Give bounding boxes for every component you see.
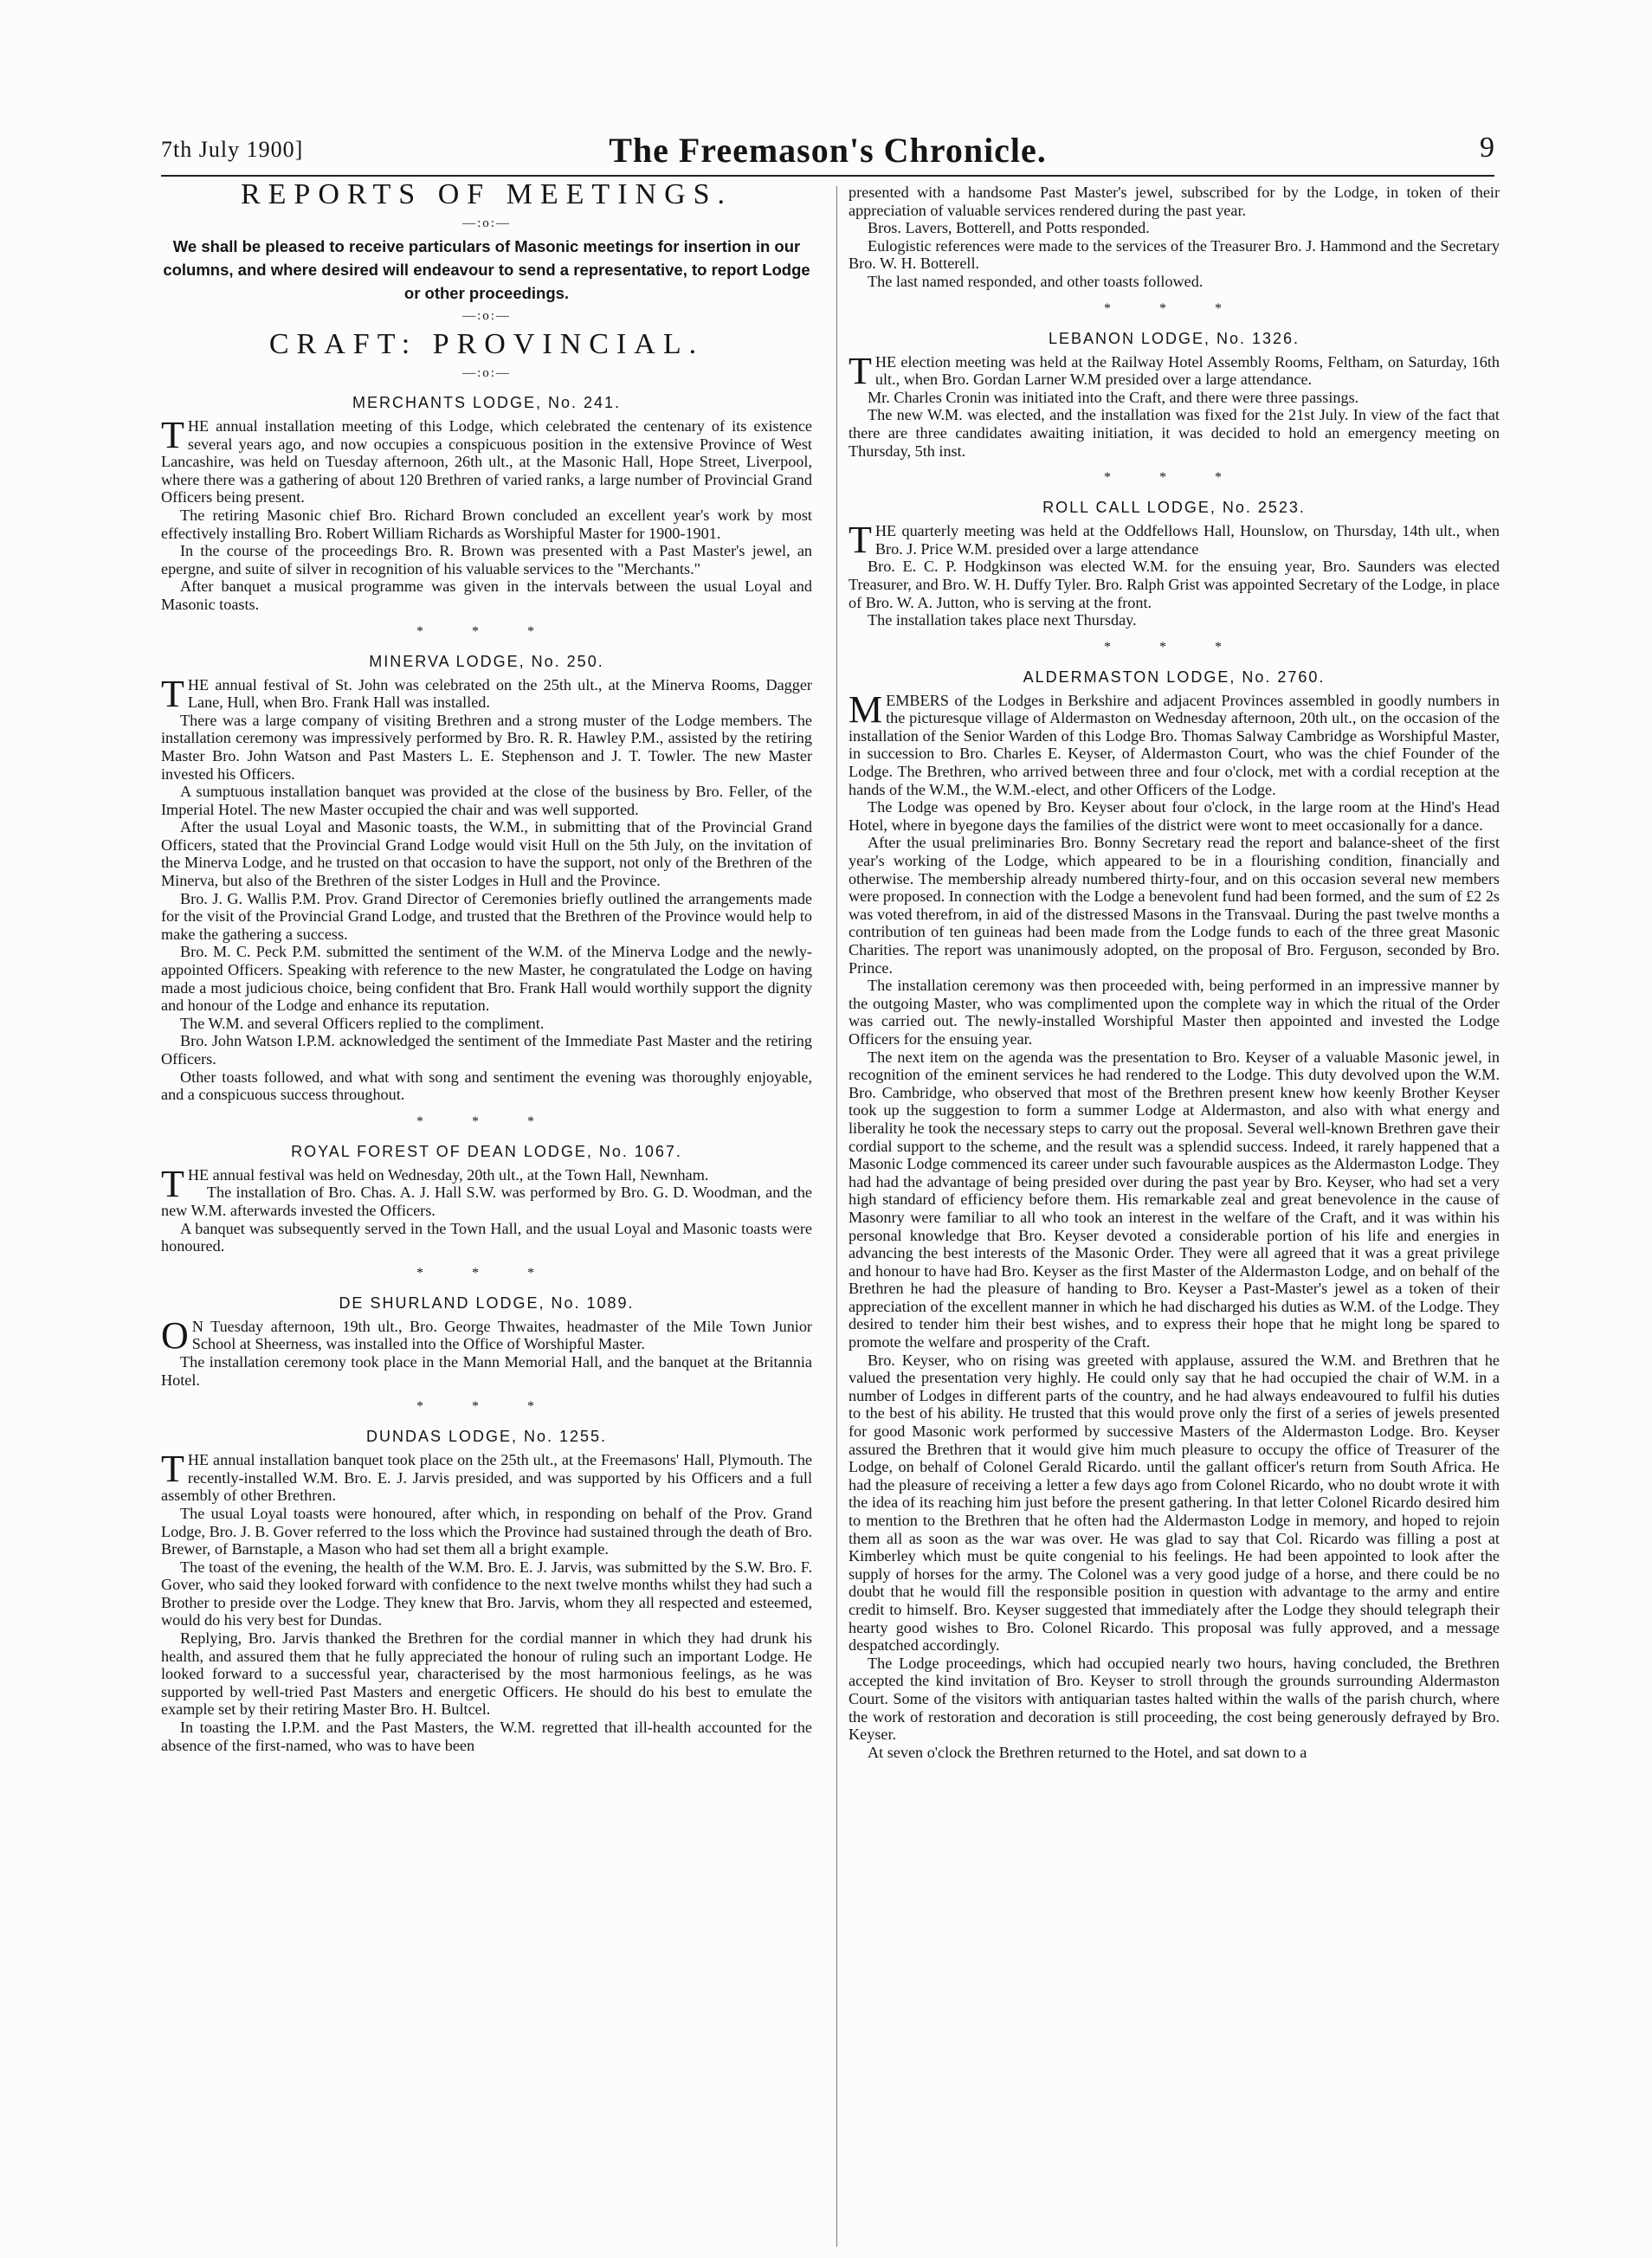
article-lebanon-lodge	[849, 329, 1500, 461]
lodge-heading: ROYAL FOREST OF DEAN LODGE, No. 1067.	[291, 1142, 682, 1160]
article-paragraph: A sumptuous installation banquet was provided at the close of the business by Bro. Feller, of the Imperial Hotel. The new Master occupied the chair and was well supported.	[161, 783, 812, 818]
article-paragraph: Bro. E. C. P. Hodgkinson was elected W.M. for the ensuing year, Bro. Saunders was elected Treasurer, and Bro. W. H. Duffy Tyler. Bro. Ralph Grist was appointed Secretary of the Lodge, in place of Bro. W. A. Jutton, who is serving at the front.	[849, 558, 1500, 611]
article-paragraph: After the usual preliminaries Bro. Bonny Secretary read the report and balance-sheet of the first year's working of the Lodge, which appeared to be in a flourishing condition, financially and otherwise. The membership already numbered thirty-four, and on this occasion several new members were proposed. In connection with the Lodge a benevolent fund had been formed, and the sum of £2 2s was voted therefrom, in aid of the distressed Masons in the Transvaal. During the past twelve months a contribution of ten guineas had been made from the Lodge funds to each of the three great Masonic Charities. The report was unanimously adopted, on the proposal of Bro. Ferguson, seconded by Bro. Prince.	[849, 834, 1500, 977]
article-paragraph: THE annual festival was held on Wednesday, 20th ult., at the Town Hall, Newnham.	[161, 1162, 709, 1205]
article-paragraph: At seven o'clock the Brethren returned to the Hotel, and sat down to a	[868, 1743, 1307, 1761]
article-paragraph: Bro. Keyser, who on rising was greeted with applause, assured the W.M. and Brethren that he valued the presentation very highly. He could only say that he had occupied the chair of W.M. in a number of Lodges in different parts of the country, and he had always endeavoured to fulfil his duties to the best of his ability. He trusted that this would prove only the first of a series of jewels presented for good Masonic work performed by successive Masters of the Aldermaston Lodge. Bro. Keyser assured the Brethren that it would give him much pleasure to occupy the office of Treasurer of the Lodge, on behalf of Colonel Gerald Ricardo. until the gallant officer's return from South Africa. He had the pleasure of receiving a letter a few days ago from Colonel Ricardo, who no doubt wrote it with the idea of its reaching him just before the present gathering. In that letter Colonel Ricardo desired him to mention to the Brethren that he often had the Aldermaston Lodge in memory, and hoped to rejoin them all as soon as the war was over. He was glad to say that Col. Ricardo was filling a post at Kimberley which must be quite congenial to his feelings. He had been appointed to look after the supply of horses for the army. The Colonel was a very good judge of a horse, and there could be no doubt that he would fill the responsible position in question with advantage to the army and entire credit to himself. Bro. Keyser suggested that immediately after the Lodge they should telegraph their hearty good wishes to Bro. Colonel Ricardo. This proposal was fully approved, and a message despatched accordingly.	[849, 1351, 1500, 1655]
article-de-shurland-lodge	[161, 1294, 812, 1389]
article-paragraph: In the course of the proceedings Bro. R. Brown was presented with a Past Master's jewel, an epergne, and suite of silver in recognition of his valuable services to the "Merchants."	[161, 542, 812, 577]
article-royal-forest-of-dean-lodge	[161, 1142, 812, 1255]
article-paragraph: The new W.M. was elected, and the installation was fixed for the 21st July. In view of the fact that there are three candidates awaiting initiation, it was decided to hold an emergency meeting on Thursday, 5th inst.	[849, 406, 1500, 460]
article-paragraph: THE annual installation banquet took place on the 25th ult., at the Freemasons' Hall, Plymouth. The recently-installed W.M. Bro. E. J. Jarvis presided, and was supported by his Officers and a full assembly of other Brethren.	[161, 1448, 812, 1505]
newspaper-title: The Freemason's Chronicle.	[609, 131, 1047, 170]
ornament-divider: —:o:—	[462, 216, 511, 230]
article-paragraph: The last named responded, and other toasts followed.	[868, 272, 1204, 290]
left-column	[161, 177, 812, 1754]
drop-cap: T	[161, 1162, 184, 1205]
article-paragraph: The W.M. and several Officers replied to the compliment.	[180, 1014, 545, 1032]
intro-notice: We shall be pleased to receive particulars of Masonic meetings for insertion in our columns, and where desired will endeavour to send a representative, to report Lodge or other proceedings.	[163, 237, 810, 302]
drop-cap: T	[849, 519, 872, 562]
article-paragraph: There was a large company of visiting Brethren and a strong muster of the Lodge members. The installation ceremony was impressively performed by Bro. R. R. Hawley P.M., assisted by the retiring Master Bro. John Watson and Past Masters L. E. Stephenson and J. T. Towler. The new Master invested his Officers.	[161, 711, 812, 783]
article-paragraph: In toasting the I.P.M. and the Past Masters, the W.M. regretted that ill-health accounted for the absence of the first-named, who was to have been	[161, 1719, 812, 1754]
article-paragraph: The usual Loyal toasts were honoured, after which, in responding on behalf of the Prov. Grand Lodge, Bro. J. B. Gover referred to the loss which the Province had sustained through the death of Bro. Brewer, of Barnstaple, a Mason who had set them all a bright example.	[161, 1504, 812, 1558]
article-paragraph: THE quarterly meeting was held at the Oddfellows Hall, Hounslow, on Thursday, 14th ult., when Bro. J. Price W.M. presided over a large attendance	[849, 519, 1500, 562]
article-paragraph: The next item on the agenda was the presentation to Bro. Keyser of a valuable Masonic jewel, in recognition of the eminent services he had rendered to the Lodge. This duty devolved upon the W.M. Bro. Cambridge, who observed that most of the Brethren present knew how keenly Brother Keyser took up the suggestion to form a summer Lodge at Aldermaston, and also with what energy and liberality he took the necessary steps to carry out the proposal. Several well-known Brethren gave their cordial support to the scheme, and the result was a splendid success. Indeed, it rarely happened that a Masonic Lodge commenced its career under such favourable auspices as the Aldermaston Lodge. They had had the advantage of being presided over during the past year by Bro. Keyser, who had set a very high standard of efficiency before them. His remarkable zeal and great benevolence in the cause of Masonry were familiar to all who took an interest in the welfare of the Craft, and it was within his personal knowledge that Bro. Keyser devoted a considerable portion of his life and energies in advancing the best interests of the Masonic Order. They were all agreed that it was a great privilege and honour to have had Bro. Keyser as the first Master of the Aldermaston Lodge, and on behalf of the Brethren he had the pleasure of handing to Bro. Keyser a Past-Master's jewel as a token of their appreciation of the excellent manner in which he had discharged his duties as W.M. of the Lodge. They desired to tender him their best wishes, and to express their hope that he might long be spared to promote the welfare and prosperity of the Craft.	[849, 1048, 1500, 1352]
article-paragraph: The retiring Masonic chief Bro. Richard Brown concluded an excellent year's work by most effectively installing Bro. Robert William Richards as Worshipful Master for 1900-1901.	[161, 506, 812, 542]
page-number: 9	[1480, 132, 1494, 164]
article-paragraph: presented with a handsome Past Master's jewel, subscribed for by the Lodge, in token of their appreciation of valuable services rendered during the past year.	[849, 184, 1500, 219]
article-aldermaston-lodge	[849, 668, 1500, 1762]
article-minerva-lodge	[161, 652, 812, 1104]
article-dundas-continued	[849, 184, 1500, 291]
masthead-rule	[161, 175, 1494, 177]
article-paragraph: After the usual Loyal and Masonic toasts, the W.M., in submitting that of the Provincial Grand Officers, stated that the Provincial Grand Lodge would visit Hull on the 5th July, on the invitation of the Minerva Lodge, and he trusted on that occasion to have the support, not only of the Brethren of the Minerva, but also of the Brethren of the sister Lodges in Hull and the Province.	[161, 818, 812, 890]
article-paragraph: A banquet was subsequently served in the Town Hall, and the usual Loyal and Masonic toasts were honoured.	[161, 1219, 812, 1255]
lodge-heading: DUNDAS LODGE, No. 1255.	[365, 1428, 608, 1446]
article-paragraph: The Lodge proceedings, which had occupied nearly two hours, having concluded, the Brethren accepted the kind invitation of Bro. Keyser to stroll through the grounds surrounding Aldermaston Court. Some of the visitors with antiquarian tastes halted within the walls of the parish church, where the work of restoration and decoration is still proceeding, the cost being generously defrayed by Bro. Keyser.	[849, 1654, 1500, 1744]
issue-date: 7th July 1900]	[161, 137, 304, 162]
article-paragraph: The installation ceremony was then proceeded with, being performed in an impressive manner by the outgoing Master, who was complimented upon the complete way in which the ritual of the Order was carried out. The newly-installed Worshipful Master then appointed and invested the Lodge Officers for the ensuing year.	[849, 977, 1500, 1048]
lodge-heading: ROLL CALL LODGE, No. 2523.	[1042, 499, 1306, 517]
column-separator	[836, 186, 837, 2247]
lodge-heading: MERCHANTS LODGE, No. 241.	[352, 394, 622, 411]
article-dundas-lodge	[161, 1427, 812, 1754]
article-paragraph: The Lodge was opened by Bro. Keyser about four o'clock, in the large room at the Hind's Head Hotel, where in byegone days the families of the district were wont to meet occasionally for a dance.	[849, 798, 1500, 834]
drop-cap: O	[161, 1313, 189, 1357]
article-paragraph: THE annual festival of St. John was celebrated on the 25th ult., at the Minerva Rooms, Dagger Lane, Hull, when Bro. Frank Hall was installed.	[161, 672, 812, 715]
lodge-heading: LEBANON LODGE, No. 1326.	[1048, 329, 1300, 347]
article-paragraph: The toast of the evening, the health of the W.M. Bro. E. J. Jarvis, was submitted by the S.W. Bro. F. Gover, who said they looked forward with confidence to the next twelve months whilst they had such a Brother to preside over the Lodge. They knew that Bro. Jarvis, whom they all respected and esteemed, would do his very best for Dundas.	[161, 1558, 812, 1629]
article-paragraph: Bro. John Watson I.P.M. acknowledged the sentiment of the Immediate Past Master and the retiring Officers.	[161, 1032, 812, 1068]
drop-cap: M	[849, 687, 883, 731]
article-paragraph: Bros. Lavers, Botterell, and Potts responded.	[868, 219, 1150, 237]
ornament-divider: —:o:—	[462, 366, 511, 380]
section-stars: * * *	[416, 623, 557, 639]
article-paragraph: The installation ceremony took place in the Mann Memorial Hall, and the banquet at the Britannia Hotel.	[161, 1352, 812, 1389]
drop-cap: T	[161, 1448, 184, 1491]
section-stars: * * *	[1104, 470, 1244, 486]
article-paragraph: Eulogistic references were made to the services of the Treasurer Bro. J. Hammond and the Secretary Bro. W. H. Botterell.	[849, 236, 1500, 273]
article-paragraph: THE election meeting was held at the Railway Hotel Assembly Rooms, Feltham, on Saturday, 16th ult., when Bro. Gordan Larner W.M presided over a large attendance.	[849, 349, 1500, 392]
reports-of-meetings-heading: REPORTS OF MEETINGS.	[240, 178, 733, 210]
article-paragraph: THE annual installation meeting of this Lodge, which celebrated the centenary of its existence several years ago, and now occupies a conspicuous position in the extensive Province of West Lancashire, was held on Tuesday afternoon, 26th ult., at the Masonic Hall, Hope Street, Liverpool, where there was a gathering of about 120 Brethren of varied ranks, a large number of Provincial Grand Officers being present.	[161, 414, 812, 506]
drop-cap: T	[849, 349, 872, 392]
article-paragraph: The installation takes place next Thursday.	[868, 611, 1137, 629]
article-paragraph: The installation of Bro. Chas. A. J. Hall S.W. was performed by Bro. G. D. Woodman, and the new W.M. afterwards invested the Officers.	[161, 1184, 812, 1219]
section-stars: * * *	[416, 1113, 557, 1129]
article-paragraph: Replying, Bro. Jarvis thanked the Brethren for the cordial manner in which they had drunk his health, and assured them that he fully appreciated the honour of ruling such an important Lodge. He looked forward to a successful year, characterised by the most harmonious feelings, as he was supported by well-tried Past Masters and energetic Officers. He should do his best to emulate the example set by their retiring Master Bro. H. Bultcel.	[161, 1629, 812, 1719]
article-roll-call-lodge	[849, 498, 1500, 629]
craft-provincial-heading: CRAFT: PROVINCIAL.	[268, 328, 705, 360]
article-paragraph: After banquet a musical programme was given in the intervals between the usual Loyal and Masonic toasts.	[161, 577, 812, 613]
section-stars: * * *	[416, 1265, 557, 1281]
ornament-divider: —:o:—	[462, 309, 511, 323]
drop-cap: T	[161, 672, 184, 715]
article-paragraph: MEMBERS of the Lodges in Berkshire and adjacent Provinces assembled in goodly numbers in the picturesque village of Aldermaston on Wednesday afternoon, 20th ult., on the occasion of the installation of the Senior Warden of this Lodge Bro. Thomas Salway Cambridge as Worshipful Master, in succession to Bro. Charles E. Keyser, of Aldermaston Court, who was the chief Founder of the Lodge. The Brethren, who arrived between three and four o'clock, met with a cordial reception at the hands of the W.M., the W.M.-elect, and other Officers of the Lodge.	[849, 687, 1500, 798]
article-paragraph: Bro. M. C. Peck P.M. submitted the sentiment of the W.M. of the Minerva Lodge and the newly-appointed Officers. Speaking with reference to the new Master, he congratulated the Lodge on having made a most judicious choice, being confident that Bro. Frank Hall would worthily support the dignity and honour of the Lodge and enhance its reputation.	[161, 943, 812, 1015]
section-stars: * * *	[416, 1399, 557, 1415]
article-paragraph: O N Tuesday afternoon, 19th ult., Bro. George Thwaites, headmaster of the Mile Town Junior School at Sheerness, was installed into the Office of Worshipful Master.	[161, 1313, 812, 1357]
article-paragraph: Bro. J. G. Wallis P.M. Prov. Grand Director of Ceremonies briefly outlined the arrangements made for the visit of the Provincial Grand Lodge, and trusted that the Brethren of the Province would help to make the gathering a success.	[161, 889, 812, 943]
masthead	[161, 130, 1494, 182]
lodge-heading: ALDERMASTON LODGE, No. 2760.	[1023, 668, 1326, 686]
article-merchants-lodge	[161, 393, 812, 614]
right-column	[849, 184, 1500, 1761]
article-paragraph: Other toasts followed, and what with song and sentiment the evening was thoroughly enjoyable, and a conspicuous success throughout.	[161, 1068, 812, 1104]
section-stars: * * *	[1104, 639, 1244, 655]
lodge-heading: MINERVA LODGE, No. 250.	[369, 652, 604, 670]
section-stars: * * *	[1104, 300, 1244, 316]
drop-cap: T	[161, 414, 184, 456]
lodge-heading: DE SHURLAND LODGE, No. 1089.	[339, 1294, 635, 1312]
article-paragraph: Mr. Charles Cronin was initiated into the Craft, and there were three passings.	[868, 388, 1359, 406]
